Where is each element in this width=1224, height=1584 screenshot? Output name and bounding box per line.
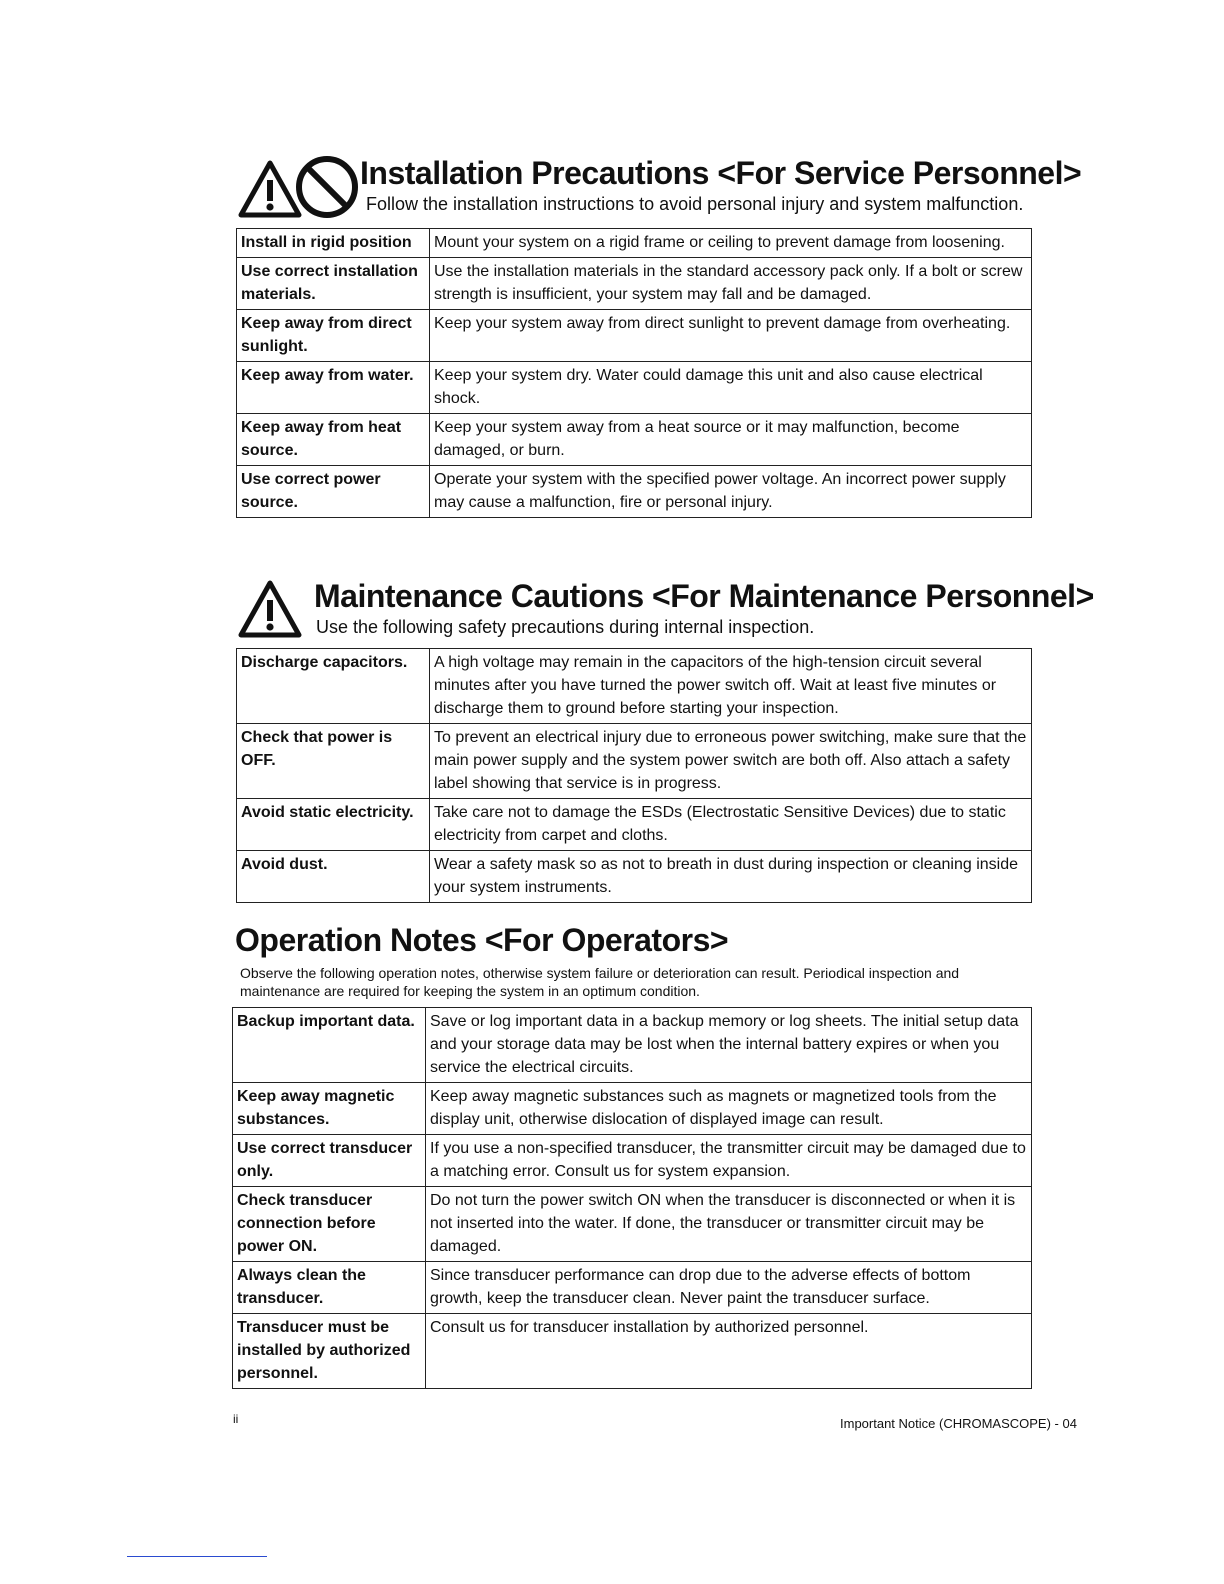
row-text: Wear a safety mask so as not to breath in dust during inspection or cleaning inside your system instruments.: [430, 851, 1032, 903]
row-text: Since transducer performance can drop due to the adverse effects of bottom growth, keep the transducer clean. Never paint the transducer surface.: [426, 1262, 1032, 1314]
table-row: [237, 362, 1032, 414]
installation-subtitle: Follow the installation instructions to avoid personal injury and system malfunction.: [366, 194, 1024, 214]
table-row: [233, 1314, 1032, 1389]
table-row: [237, 851, 1032, 903]
table-row: [237, 310, 1032, 362]
row-text: Use the installation materials in the standard accessory pack only. If a bolt or screw strength is insufficient, your system may fall and be damaged.: [430, 258, 1032, 310]
row-label: Check that power is OFF.: [237, 724, 430, 799]
table-row: [233, 1135, 1032, 1187]
row-label: Avoid static electricity.: [237, 799, 430, 851]
row-text: If you use a non-specified transducer, the transmitter circuit may be damaged due to a matching error. Consult us for system expansion.: [426, 1135, 1032, 1187]
table-row: [237, 466, 1032, 518]
operation-table: [232, 1007, 1032, 1389]
operation-subtitle: Observe the following operation notes, otherwise system failure or deterioration can result. Periodical inspection and maintenance are required for keeping the system in an optimum condition.: [240, 965, 960, 999]
table-row: [237, 258, 1032, 310]
row-label: Keep away from heat source.: [237, 414, 430, 466]
divider-line: [127, 1556, 267, 1557]
operation-title: Operation Notes <For Operators>: [235, 922, 729, 958]
row-label: Keep away from direct sunlight.: [237, 310, 430, 362]
maintenance-subtitle: Use the following safety precautions during internal inspection.: [316, 617, 815, 637]
row-text: Mount your system on a rigid frame or ceiling to prevent damage from loosening.: [430, 229, 1032, 258]
row-label: Transducer must be installed by authorized personnel.: [233, 1314, 426, 1389]
prohibited-icon: [294, 154, 360, 220]
row-label: Keep away magnetic substances.: [233, 1083, 426, 1135]
row-text: Operate your system with the specified power voltage. An incorrect power supply may cause a malfunction, fire or personal injury.: [430, 466, 1032, 518]
installation-table: [236, 228, 1032, 518]
page-number: ii: [233, 1412, 239, 1426]
warning-icon: [238, 160, 302, 218]
row-label: Backup important data.: [233, 1008, 426, 1083]
row-label: Always clean the transducer.: [233, 1262, 426, 1314]
table-row: [237, 649, 1032, 724]
row-label: Check transducer connection before power ON.: [233, 1187, 426, 1262]
row-text: Consult us for transducer installation by authorized personnel.: [426, 1314, 1032, 1389]
row-text: Take care not to damage the ESDs (Electrostatic Sensitive Devices) due to static electricity from carpet and cloths.: [430, 799, 1032, 851]
maintenance-table: [236, 648, 1032, 903]
installation-header: [360, 155, 1081, 215]
table-row: [237, 799, 1032, 851]
row-text: Save or log important data in a backup memory or log sheets. The initial setup data and your storage data may be lost when the internal battery expires or when you service the electrical circuits.: [426, 1008, 1032, 1083]
row-text: Keep away magnetic substances such as magnets or magnetized tools from the display unit, otherwise dislocation of displayed image can result.: [426, 1083, 1032, 1135]
table-row: [237, 724, 1032, 799]
row-label: Discharge capacitors.: [237, 649, 430, 724]
table-row: [233, 1008, 1032, 1083]
operation-header: [235, 922, 728, 959]
table-row: [237, 229, 1032, 258]
maintenance-header: [314, 578, 1094, 638]
maintenance-title: Maintenance Cautions <For Maintenance Personnel>: [314, 578, 1094, 614]
row-label: Keep away from water.: [237, 362, 430, 414]
document-id: Important Notice (CHROMASCOPE) - 04: [840, 1416, 1077, 1431]
table-row: [233, 1262, 1032, 1314]
table-row: [237, 414, 1032, 466]
table-row: [233, 1187, 1032, 1262]
row-label: Use correct transducer only.: [233, 1135, 426, 1187]
row-text: Keep your system dry. Water could damage this unit and also cause electrical shock.: [430, 362, 1032, 414]
row-text: To prevent an electrical injury due to erroneous power switching, make sure that the main power supply and the system power switch are both off. Also attach a safety label showing that service is in progress.: [430, 724, 1032, 799]
row-label: Install in rigid position: [237, 229, 430, 258]
row-label: Use correct power source.: [237, 466, 430, 518]
row-text: A high voltage may remain in the capacitors of the high-tension circuit several minutes after you have turned the power switch off. Wait at least five minutes or discharge them to ground before starting your inspection.: [430, 649, 1032, 724]
row-text: Keep your system away from a heat source or it may malfunction, become damaged, or burn.: [430, 414, 1032, 466]
table-row: [233, 1083, 1032, 1135]
warning-icon: [238, 580, 302, 638]
row-label: Use correct installation materials.: [237, 258, 430, 310]
row-label: Avoid dust.: [237, 851, 430, 903]
row-text: Do not turn the power switch ON when the transducer is disconnected or when it is not inserted into the water. If done, the transducer or transmitter circuit may be damaged.: [426, 1187, 1032, 1262]
installation-title: Installation Precautions <For Service Personnel>: [360, 155, 1082, 191]
row-text: Keep your system away from direct sunlight to prevent damage from overheating.: [430, 310, 1032, 362]
